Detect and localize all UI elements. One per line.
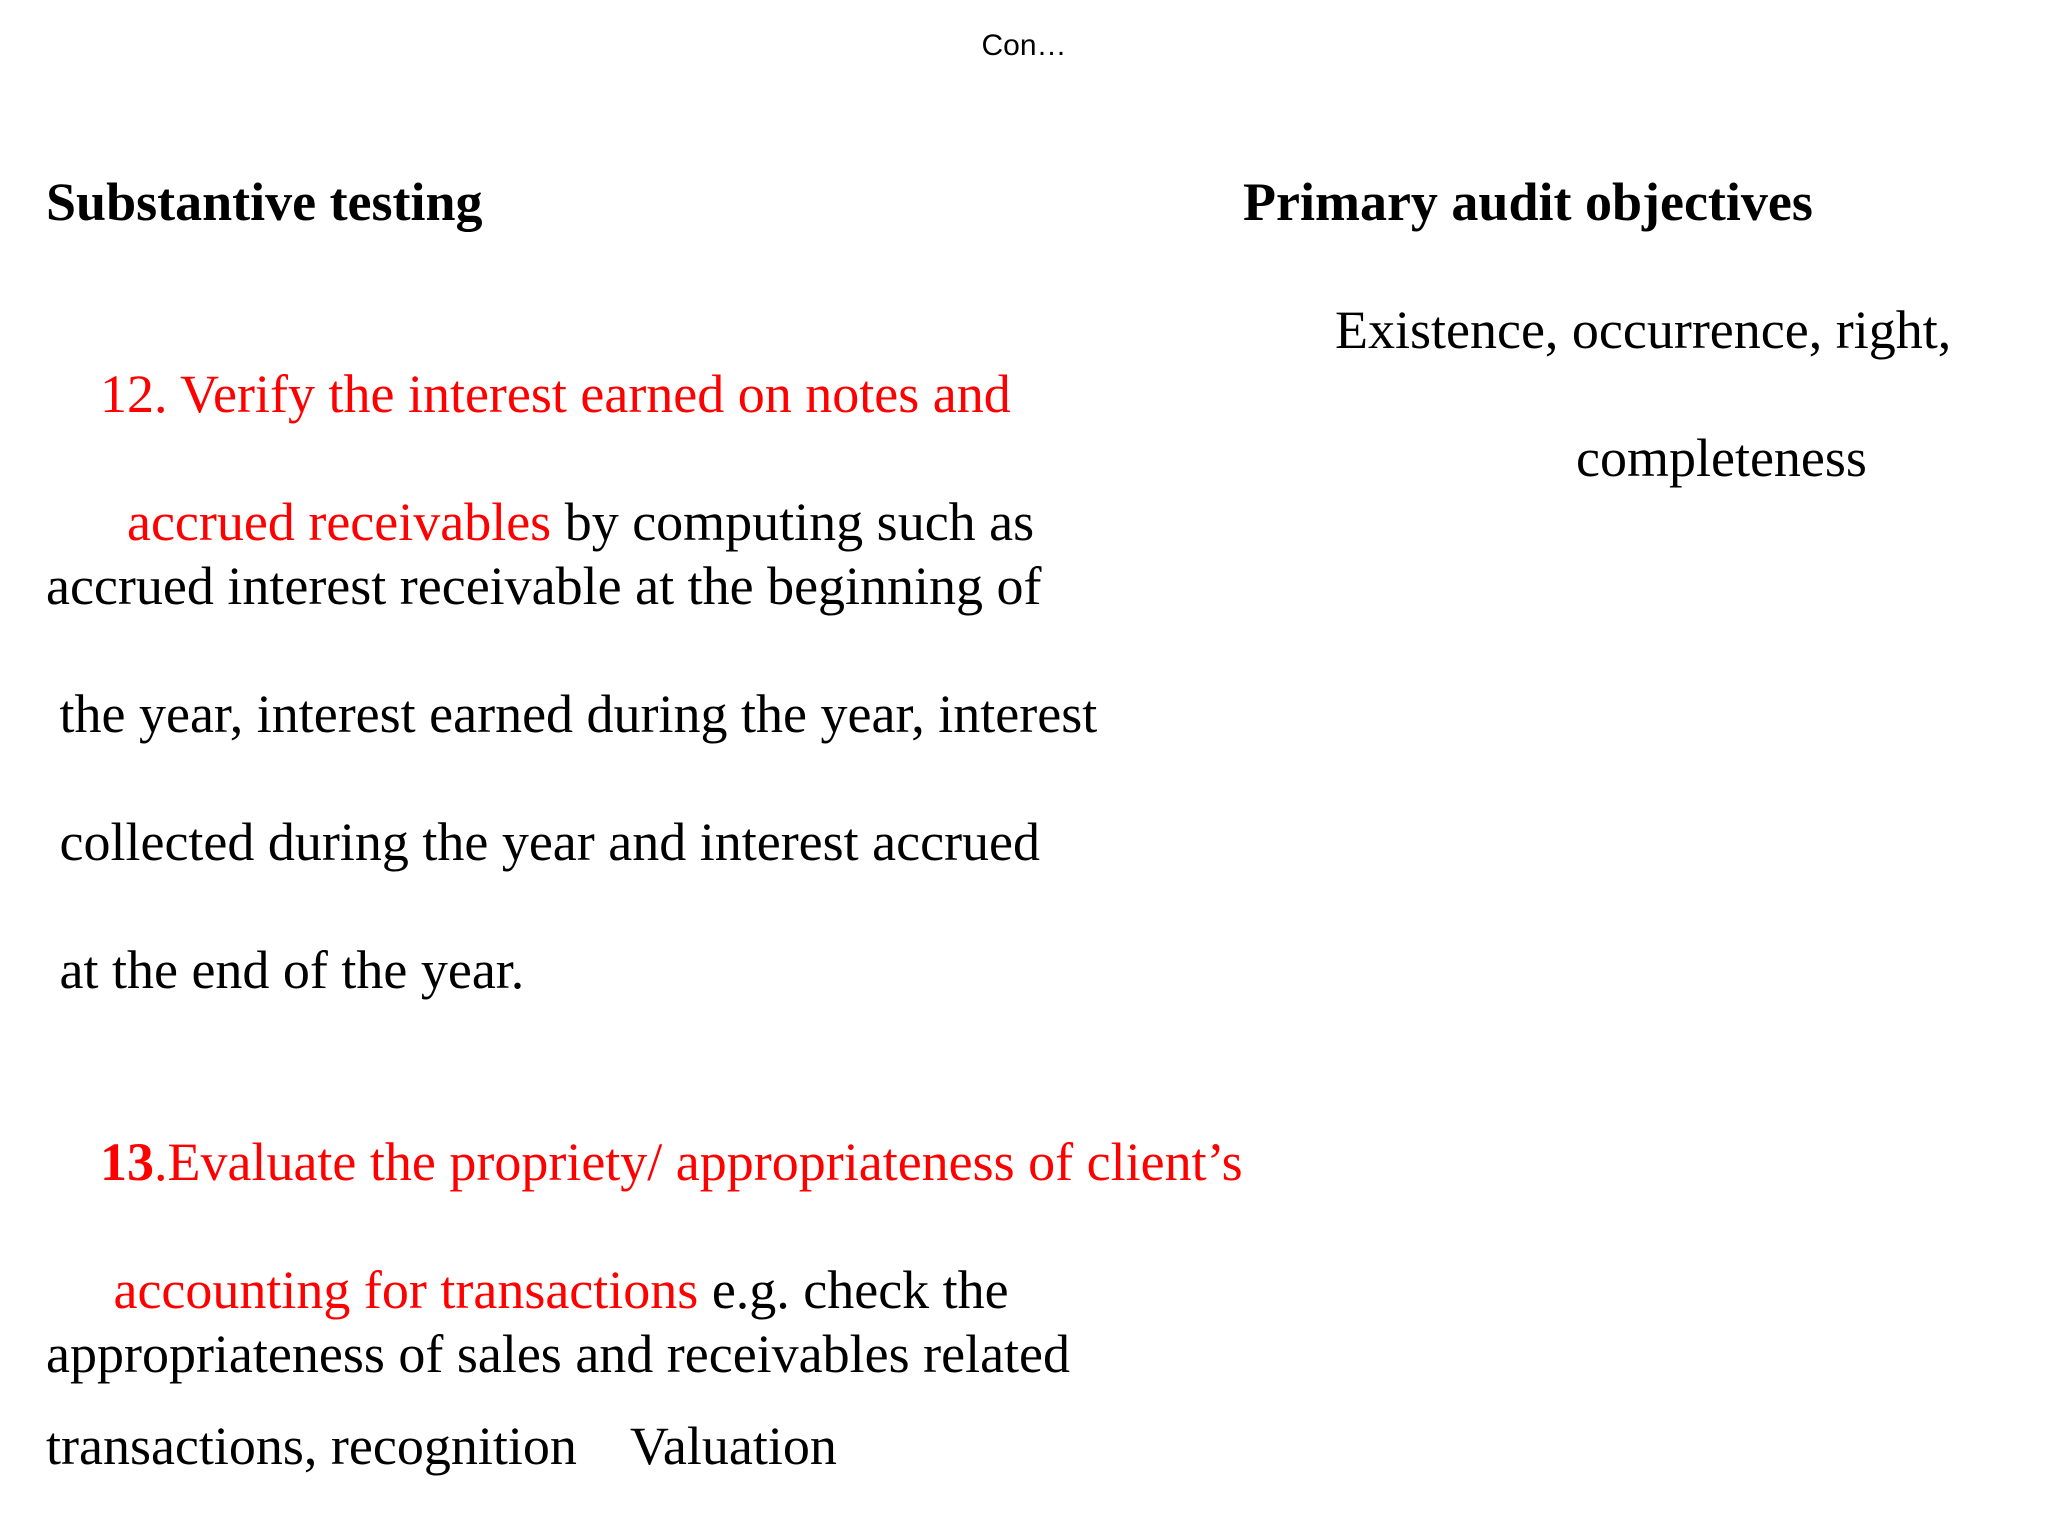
item-12-number: 12. (100, 364, 181, 424)
item-12-line-5: collected during the year and interest accrued (46, 812, 1041, 872)
item-12-objective-line-1: Existence, occurrence, right, (1335, 300, 1952, 360)
item-12-title-continued: accrued receivables (100, 492, 552, 552)
item-12-line-6: at the end of the year. (46, 940, 525, 1000)
item-12-line-4: the year, interest earned during the year, interest (46, 684, 1098, 744)
item-13-title: .Evaluate the propriety/ appropriateness of client’s (154, 1132, 1243, 1192)
item-13-line-4: transactions, recognition Valuation (46, 1416, 837, 1476)
item-13-text: e.g. check the (698, 1260, 1009, 1320)
item-13-number: 13 (100, 1132, 154, 1192)
left-column-header: Substantive testing (46, 172, 483, 232)
item-12-title: Verify the interest earned on notes and (180, 364, 1011, 424)
item-13-title-continued: accounting for transactions (100, 1260, 699, 1320)
item-13-line-3: appropriateness of sales and receivables related (46, 1324, 1071, 1384)
slide-title: Con… (981, 29, 1067, 62)
right-column-header: Primary audit objectives (1243, 172, 1813, 232)
item-12-objective-line-2: completeness (1576, 428, 1867, 488)
item-12-line-3: accrued interest receivable at the beginning of (46, 556, 1042, 616)
item-12-text: by computing such as (551, 492, 1035, 552)
